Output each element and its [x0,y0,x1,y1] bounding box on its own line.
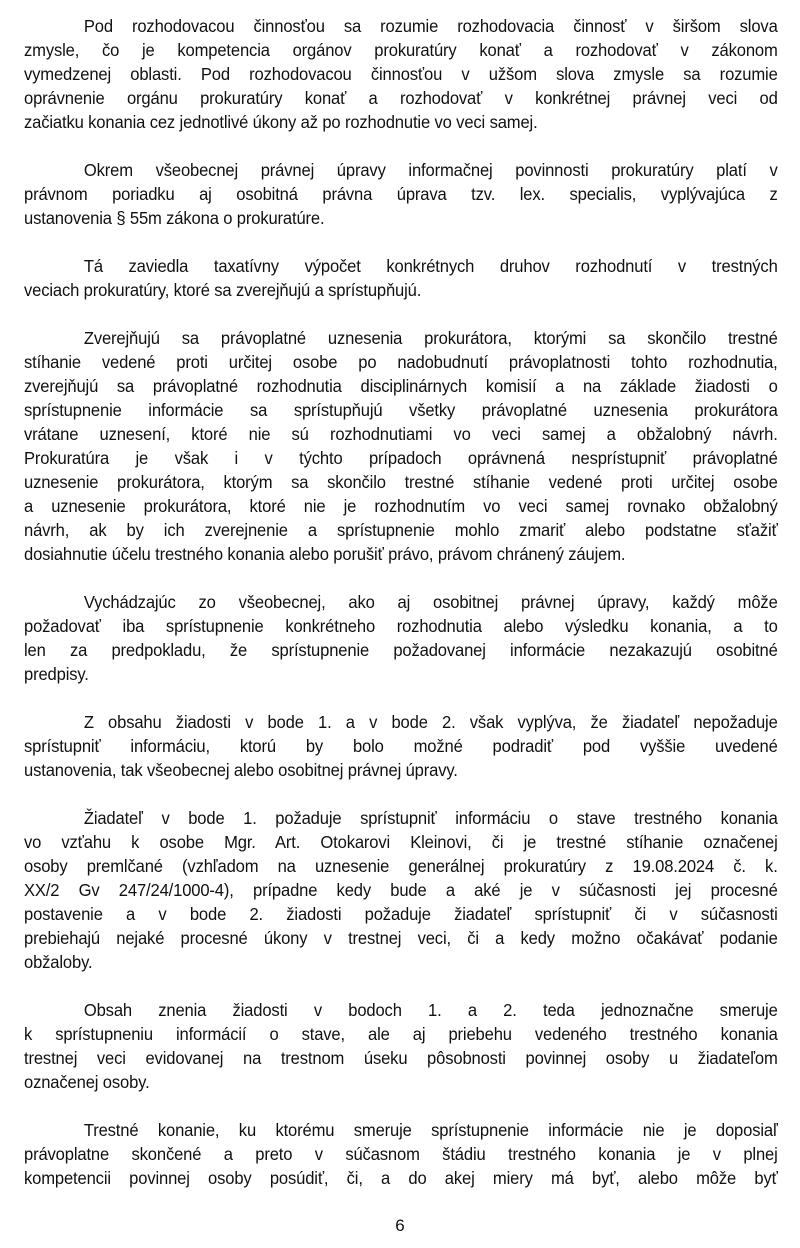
paragraph [24,254,778,302]
text-line: a uznesenie prokurátora, ktoré nie je rozhodnutím vo veci samej rovnako obžalobný [24,496,778,516]
text-line: Tá zaviedla taxatívny výpočet konkrétnych druhov rozhodnutí v trestných [83,256,778,276]
text-line: Prokuratúra je však i v týchto prípadoch oprávnená nesprístupniť právoplatné [24,448,778,468]
text-line: len za predpokladu, že sprístupnenie požadovanej informácie nezakazujú osobitné [24,640,778,660]
paragraph [24,326,778,566]
page-number: 6 [395,1216,405,1235]
text-line: označenej osoby. [24,1072,150,1092]
text-line: začiatku konania cez jednotlivé úkony až po rozhodnutie vo veci samej. [24,112,538,132]
text-line: osoby premlčané (vzhľadom na uznesenie generálnej prokuratúry z 19.08.2024 č. k. [24,856,778,876]
text-line: obžaloby. [24,952,93,972]
text-line: vo vzťahu k osobe Mgr. Art. Otokarovi Kleinovi, či je trestné stíhanie označenej [24,832,778,852]
text-line: Trestné konanie, ku ktorému smeruje sprístupnenie informácie nie je doposiaľ [83,1120,778,1140]
text-line: Zverejňujú sa právoplatné uznesenia prokurátora, ktorými sa skončilo trestné [83,328,778,348]
text-line: stíhanie vedené proti určitej osobe po nadobudnutí právoplatnosti tohto rozhodnutia, [24,352,778,372]
text-line: Žiadateľ v bode 1. požaduje sprístupniť informáciu o stave trestného konania [83,808,778,828]
text-line: Z obsahu žiadosti v bode 1. a v bode 2. však vyplýva, že žiadateľ nepožaduje [83,712,778,732]
paragraph [24,590,778,686]
paragraph [24,158,778,230]
text-line: kompetencii povinnej osoby posúdiť, či, a do akej miery má byť, alebo môže byť [24,1168,778,1188]
text-line: trestnej veci evidovanej na trestnom úseku pôsobnosti povinnej osoby u žiadateľom [24,1048,778,1068]
text-line: predpisy. [24,664,89,684]
paragraph [24,710,778,782]
paragraph [24,998,778,1094]
paragraph [24,14,778,134]
text-line: právoplatne skončené a preto v súčasnom štádiu trestného konania je v plnej [24,1144,778,1164]
text-line: vymedzenej oblasti. Pod rozhodovacou činnosťou v užšom slova zmysle sa rozumie [24,64,778,84]
paragraph [24,1118,778,1190]
text-line: dosiahnutie účelu trestného konania alebo porušiť právo, právom chránený záujem. [24,544,626,564]
text-line: Obsah znenia žiadosti v bodoch 1. a 2. teda jednoznačne smeruje [83,1000,778,1020]
text-line: sprístupniť informáciu, ktorú by bolo možné podradiť pod vyššie uvedené [24,736,778,756]
text-line: návrh, ak by ich zverejnenie a sprístupnenie mohlo zmariť alebo podstatne sťažiť [24,520,778,540]
text-line: sprístupnenie informácie sa sprístupňujú všetky právoplatné uznesenia prokurátora [24,400,778,420]
paragraph [24,806,778,974]
text-line: prebiehajú nejaké procesné úkony v trestnej veci, či a kedy možno očakávať podanie [24,928,778,948]
text-line: XX/2 Gv 247/24/1000-4), prípadne kedy bude a aké je v súčasnosti jej procesné [24,880,778,900]
text-line: právnom poriadku aj osobitná právna úprava tzv. lex. specialis, vyplývajúca z [24,184,778,204]
text-line: oprávnenie orgánu prokuratúry konať a rozhodovať v konkrétnej právnej veci od [24,88,778,108]
text-line: postavenie a v bode 2. žiadosti požaduje žiadateľ sprístupniť či v súčasnosti [24,904,778,924]
text-line: zmysle, čo je kompetencia orgánov prokuratúry konať a rozhodovať v zákonom [24,40,778,60]
text-line: uznesenie prokurátora, ktorým sa skončilo trestné stíhanie vedené proti určitej osobe [24,472,778,492]
text-line: ustanovenia, tak všeobecnej alebo osobitnej právnej úpravy. [24,760,458,780]
text-line: ustanovenia § 55m zákona o prokuratúre. [24,208,325,228]
text-line: vrátane uznesení, ktoré nie sú rozhodnutiami vo veci samej a obžalobný návrh. [24,424,778,444]
text-line: Pod rozhodovacou činnosťou sa rozumie rozhodovacia činnosť v širšom slova [83,16,778,36]
text-line: Okrem všeobecnej právnej úpravy informačnej povinnosti prokuratúry platí v [83,160,778,180]
document-body [24,14,778,1214]
text-line: k sprístupneniu informácií o stave, ale aj priebehu vedeného trestného konania [24,1024,778,1044]
text-line: Vychádzajúc zo všeobecnej, ako aj osobitnej právnej úpravy, každý môže [83,592,778,612]
text-line: zverejňujú sa právoplatné rozhodnutia disciplinárnych komisií a na základe žiadosti o [24,376,778,396]
text-line: veciach prokuratúry, ktoré sa zverejňujú a sprístupňujú. [24,280,422,300]
text-line: požadovať iba sprístupnenie konkrétneho rozhodnutia alebo výsledku konania, a to [24,616,778,636]
